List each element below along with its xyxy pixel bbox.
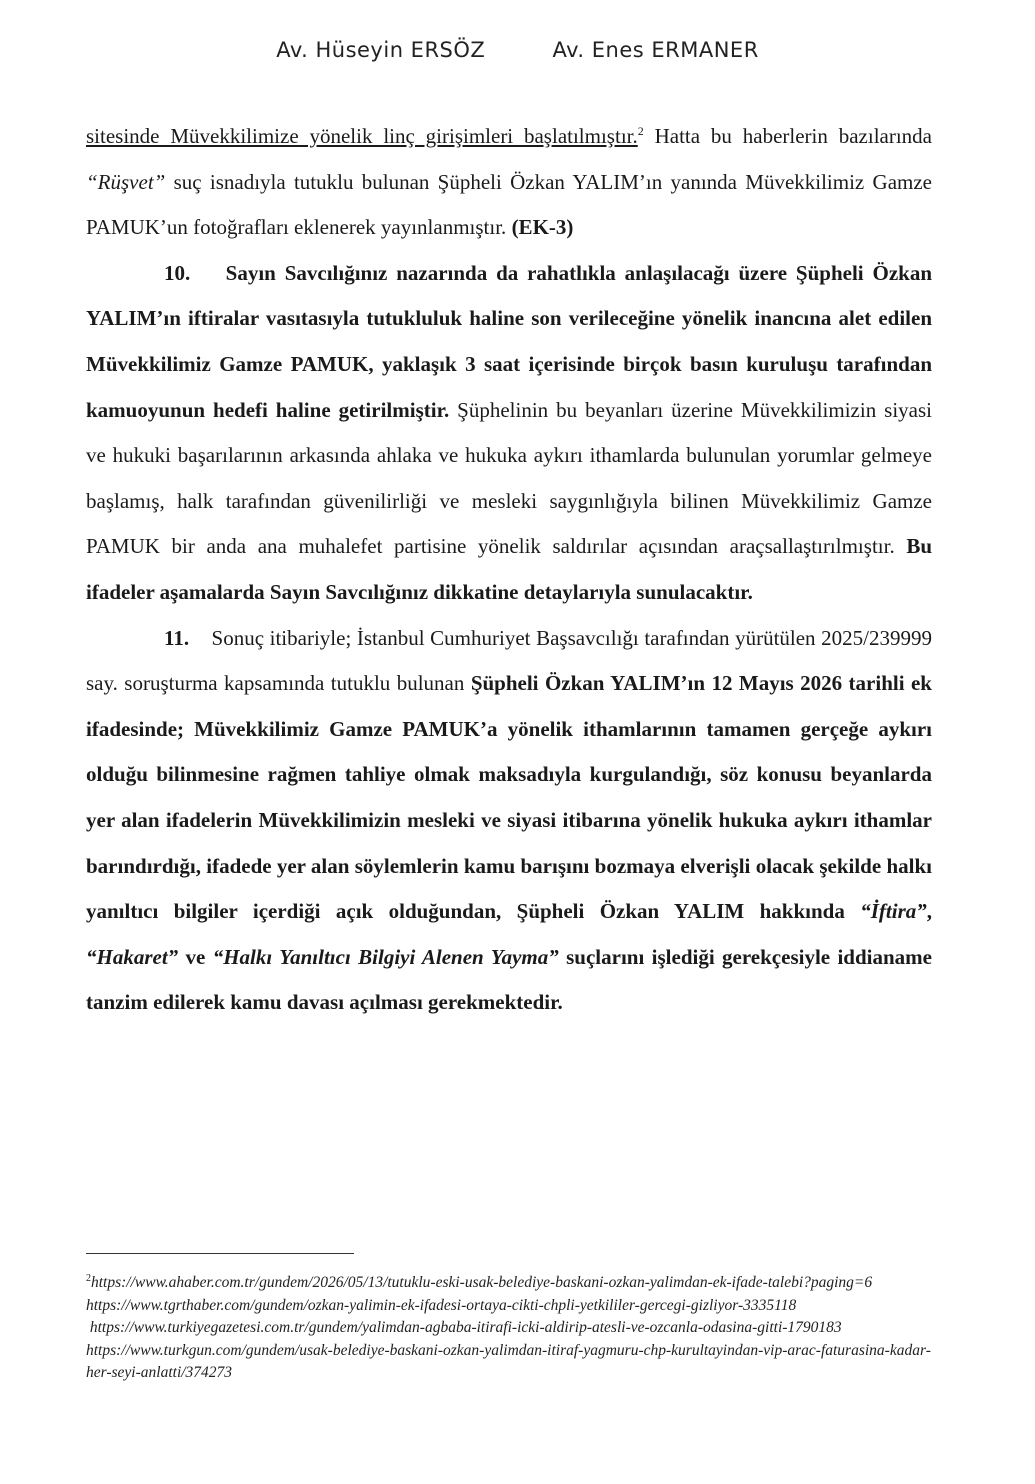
paragraph-continuation <box>86 114 932 251</box>
footnote-link[interactable]: https://www.turkiyegazetesi.com.tr/gundem/yalimdan-agbaba-itirafi-icki-aldirip-atesli-ve-ozcanla-odasina-gitti-1790183 <box>86 1319 842 1337</box>
crime-name: “İftira” <box>860 899 927 924</box>
text-span: suç isnadıyla tutuklu bulunan Şüpheli Özkan YALIM’ın yanında Müvekkilimiz Gamze PAMUK’un fotoğrafları eklenerek yayınlanmıştır. <box>86 169 932 240</box>
text-span: Hatta bu haberlerin bazılarında <box>643 124 933 148</box>
footnotes <box>86 1268 936 1385</box>
crime-name: “Halkı Yanıltıcı Bilgiyi Alenen Yayma” <box>212 944 559 969</box>
footnote-link[interactable]: https://www.tgrthaber.com/gundem/ozkan-yalimin-ek-ifadesi-ortaya-cikti-chpli-yetkililer-gercegi-gizliyor-3335118 <box>86 1296 797 1314</box>
bold-text: suçlarını işlediği gerekçesiyle iddianame tanzim edilerek kamu davası açılması gerekmektedir. <box>86 944 932 1015</box>
paragraph-10 <box>86 251 932 616</box>
separator: , <box>926 899 932 924</box>
text-span: Sonuç itibariyle; İstanbul Cumhuriyet Başsavcılığı tarafından yürütülen 2025/239999 say. soruşturma kapsamında tutuklu bulunan <box>86 625 932 696</box>
bold-text: Şüpheli Özkan YALIM’ın 12 Mayıs 2026 tarihli ek ifadesinde; Müvekkilimiz Gamze PAMUK’a yönelik ithamlarının tamamen gerçeğe aykırı olduğu bilinmesine rağmen tahliye olmak maksadıyla kurgulandığı, söz konusu beyanlarda yer alan ifadelerin Müvekkilimizin mesleki ve siyasi itibarına yönelik hukuka aykırı ithamlar barındırdığı, ifadede yer alan söylemlerin kamu barışını bozmaya elverişli olacak şekilde halkı yanıltıcı bilgiler içerdiği açık olduğundan, Şüpheli Özkan YALIM hakkında <box>86 671 932 924</box>
footnote-divider <box>86 1253 354 1254</box>
footnote-reference: 2 <box>637 124 644 138</box>
crime-name: “Hakaret” <box>86 944 179 969</box>
footnote-link[interactable]: $^2$https://www.ahaber.com.tr/gundem/2026/05/13/tutuklu-eski-usak-belediye-baskani-ozkan-yalimdan-ek-ifade-talebi?paging=6 <box>86 1273 873 1292</box>
quoted-term: “Rüşvet” <box>86 169 166 194</box>
text-span: Şüphelinin bu beyanları üzerine Müvekkilimizin siyasi ve hukuki başarılarının arkasında ahlaka ve hukuka aykırı ithamlarda bulunulan yorumlar gelmeye başlamış, halk tarafından güvenilirliği ve mesleki saygınlığıyla bilinen Müvekkilimiz Gamze PAMUK bir anda ana muhalefet partisine yönelik saldırılar açısından araçsallaştırılmıştır. <box>86 397 933 559</box>
underlined-text: sitesinde Müvekkilimize yönelik linç girişimleri başlatılmıştır. <box>86 124 638 148</box>
paragraph-number: 10. <box>164 260 191 285</box>
paragraph-11 <box>86 616 932 1026</box>
separator: ve <box>178 944 213 969</box>
paragraph-number: 11. <box>164 625 190 650</box>
document-body <box>86 114 932 1026</box>
lawyer-name-1: Av. Hüseyin ERSÖZ <box>276 38 486 62</box>
bold-text: Sayın Savcılığınız nazarında da rahatlıkla anlaşılacağı üzere Şüpheli Özkan YALIM’ın iftiralar vasıtasıyla tutukluluk haline son verileceğine yönelik inancına alet edilen Müvekkilimiz Gamze PAMUK, yaklaşık 3 saat içerisinde birçok basın kuruluşu tarafından kamuoyunun hedefi haline getirilmiştir. <box>86 260 932 422</box>
bold-text: Bu ifadeler aşamalarda Sayın Savcılığınız dikkatine detaylarıyla sunulacaktır. <box>86 534 932 604</box>
exhibit-reference: (EK-3) <box>511 215 574 240</box>
footnote-link[interactable]: https://www.turkgun.com/gundem/usak-belediye-baskani-ozkan-yalimdan-itiraf-yagmuru-chp-kurultayindan-vip-arac-faturasina-kadar-her-seyi-anlatti/374273 <box>86 1341 931 1382</box>
letterhead <box>0 38 1035 62</box>
footnote-marker: 2 <box>86 1273 91 1284</box>
lawyer-name-2: Av. Enes ERMANER <box>552 38 759 62</box>
